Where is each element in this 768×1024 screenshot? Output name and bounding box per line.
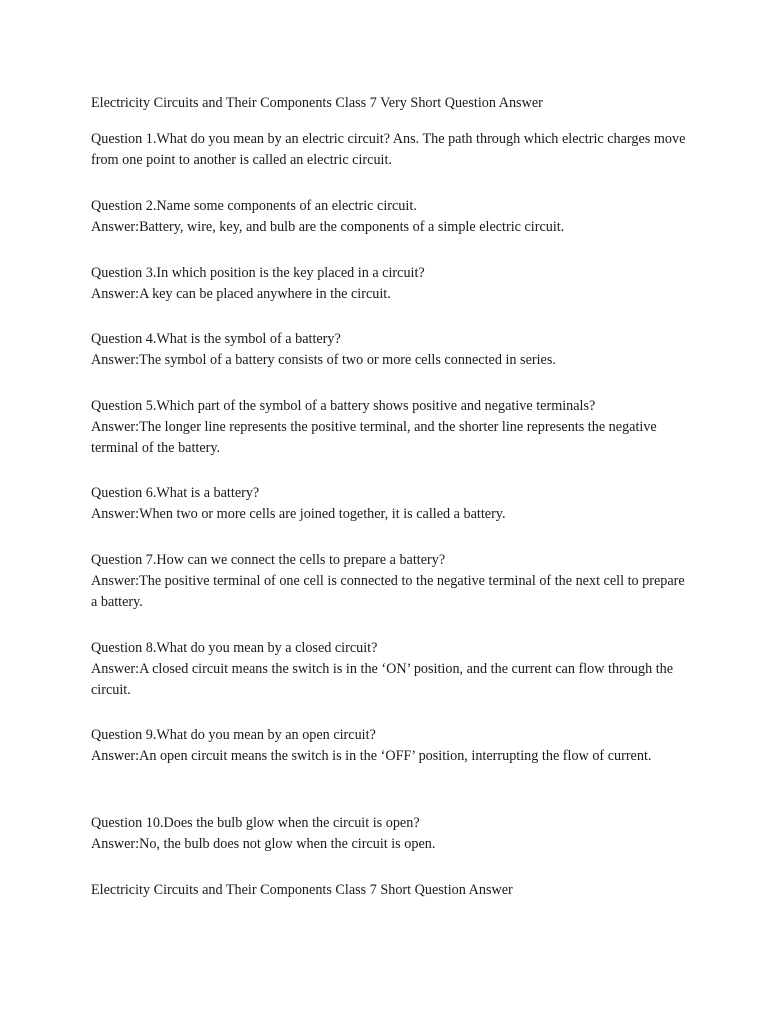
qa-item-2 [91, 196, 691, 238]
qa-item-1 [91, 129, 691, 171]
question-text: Question 6.What is a battery? [91, 485, 260, 501]
question-text: Question 5.Which part of the symbol of a battery shows positive and negative terminals? [91, 398, 596, 414]
qa-item-5 [91, 396, 691, 459]
answer-text: Answer:No, the bulb does not glow when the circuit is open. [91, 836, 436, 852]
question-text: Question 10.Does the bulb glow when the circuit is open? [91, 815, 420, 831]
answer-text: Answer:The longer line represents the positive terminal, and the shorter line represents the negative terminal of the battery. [91, 419, 657, 456]
question-text: Question 4.What is the symbol of a battery? [91, 331, 341, 347]
answer-text: Answer:The positive terminal of one cell is connected to the negative terminal of the next cell to prepare a battery. [91, 573, 685, 610]
qa-item-3 [91, 263, 691, 305]
section-heading-very-short: Electricity Circuits and Their Components Class 7 Very Short Question Answer [91, 95, 543, 111]
qa-item-10 [91, 813, 691, 855]
qa-item-7 [91, 550, 691, 613]
answer-text: Answer:A key can be placed anywhere in the circuit. [91, 286, 391, 302]
answer-text: Answer:An open circuit means the switch is in the ‘OFF’ position, interrupting the flow of current. [91, 748, 652, 764]
section-heading-short: Electricity Circuits and Their Components Class 7 Short Question Answer [91, 882, 513, 898]
question-text: Question 7.How can we connect the cells to prepare a battery? [91, 552, 446, 568]
answer-text: Answer:A closed circuit means the switch is in the ‘ON’ position, and the current can flow through the circuit. [91, 661, 674, 698]
question-text: Question 3.In which position is the key placed in a circuit? [91, 265, 425, 281]
answer-text: Answer:Battery, wire, key, and bulb are the components of a simple electric circuit. [91, 219, 565, 235]
qa-item-8 [91, 638, 691, 701]
answer-text: Answer:When two or more cells are joined together, it is called a battery. [91, 506, 506, 522]
question-text: Question 9.What do you mean by an open circuit? [91, 727, 376, 743]
qa-item-9 [91, 725, 691, 767]
answer-text: Answer:The symbol of a battery consists of two or more cells connected in series. [91, 352, 556, 368]
qa-item-4 [91, 329, 691, 371]
question-text: Question 1.What do you mean by an electric circuit? Ans. The path through which electric charges move from one point to another is called an electric circuit. [91, 131, 686, 168]
qa-item-6 [91, 483, 691, 525]
question-text: Question 8.What do you mean by a closed circuit? [91, 640, 378, 656]
question-text: Question 2.Name some components of an electric circuit. [91, 198, 417, 214]
